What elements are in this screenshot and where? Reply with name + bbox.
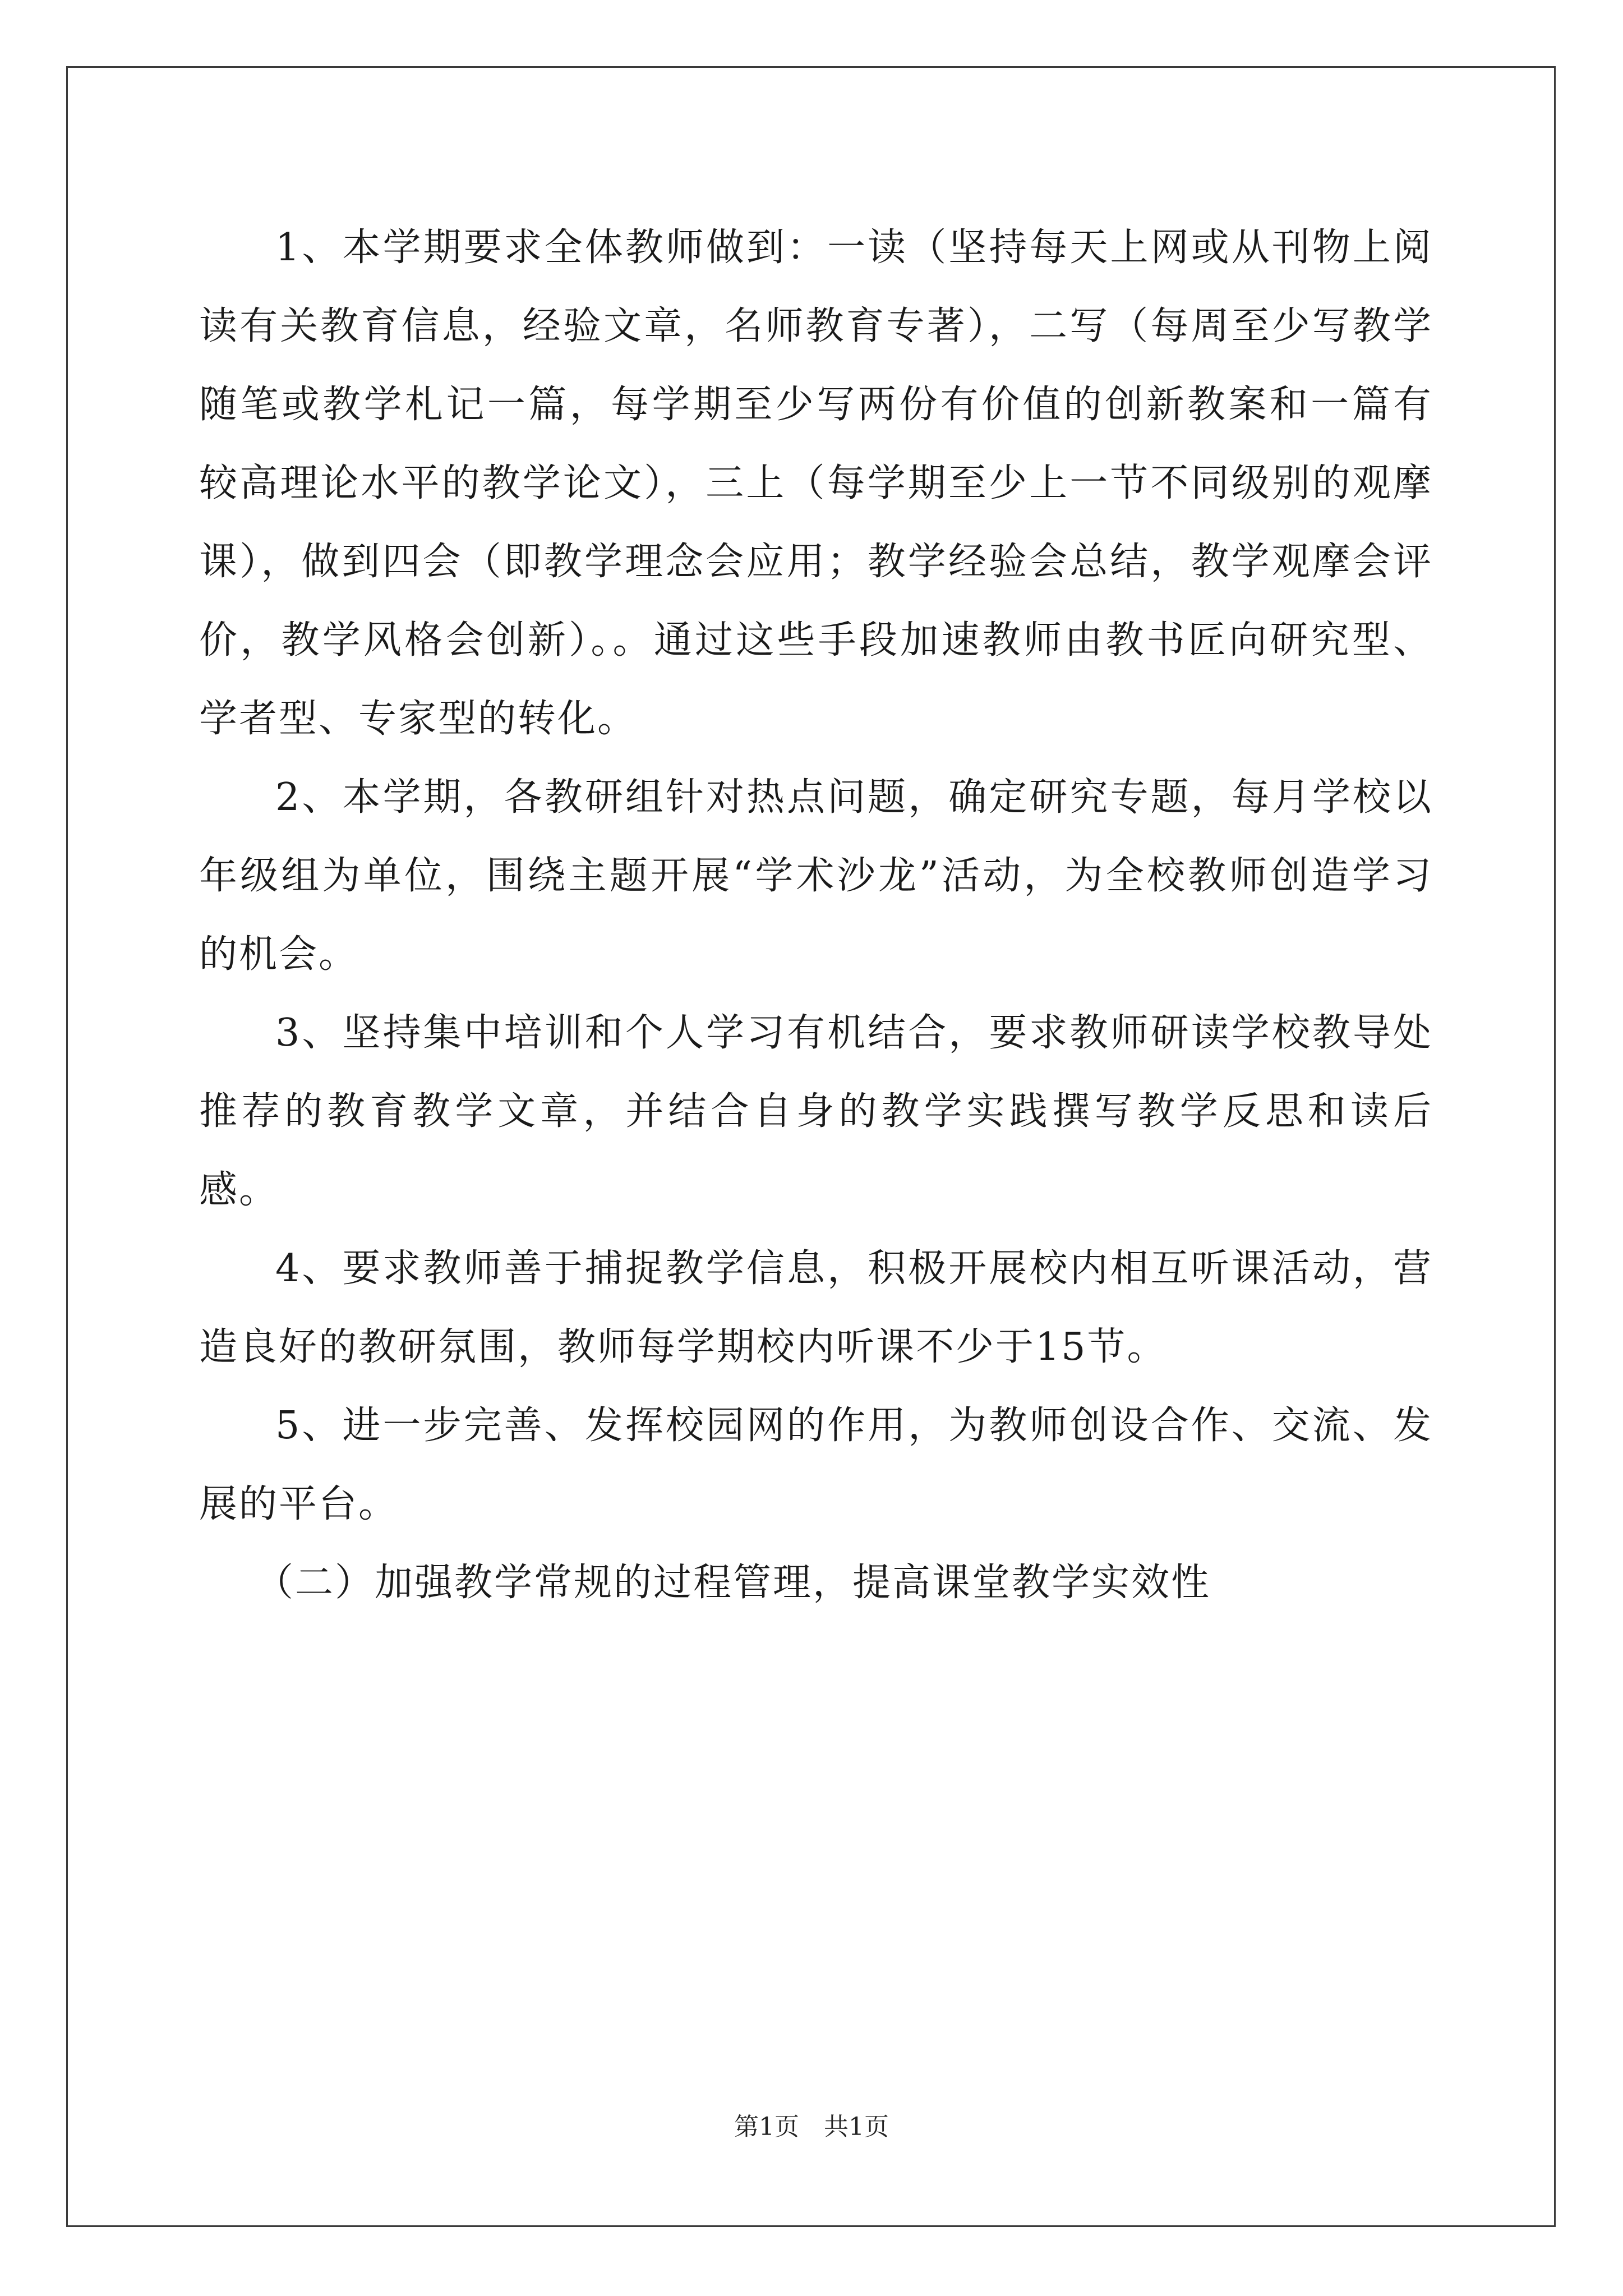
- paragraph-3: 3、坚持集中培训和个人学习有机结合，要求教师研读学校教导处推荐的教育教学文章，并结合自身的教学实践撰写教学反思和读后感。: [199, 1011, 1433, 1212]
- paragraph-2: 2、本学期，各教研组针对热点问题，确定研究专题，每月学校以年级组为单位，围绕主题开展“学术沙龙”活动，为全校教师创造学习的机会。: [199, 775, 1433, 977]
- paragraph-1: 1、本学期要求全体教师做到：一读（坚持每天上网或从刊物上阅读有关教育信息，经验文章，名师教育专著），二写（每周至少写教学随笔或教学札记一篇，每学期至少写两份有价值的创新教案和一篇有较高理论水平的教学论文），三上（每学期至少上一节不同级别的观摩课），做到四会（即教学理念会应用；教学经验会总结，教学观摩会评价，教学风格会创新）。。通过这些手段加速教师由教书匠向研究型、学者型、专家型的转化。: [199, 226, 1433, 741]
- document-body: [199, 209, 1433, 1622]
- page-total: 共1页: [824, 2113, 889, 2141]
- section-heading: （二）加强教学常规的过程管理，提高课堂教学实效性: [255, 1561, 1211, 1605]
- page-number: 第1页: [734, 2113, 799, 2141]
- paragraph-5: 5、进一步完善、发挥校园网的作用，为教师创设合作、交流、发展的平台。: [199, 1404, 1433, 1526]
- paragraph-4: 4、要求教师善于捕捉教学信息，积极开展校内相互听课活动，营造良好的教研氛围，教师每学期校内听课不少于15节。: [199, 1246, 1433, 1369]
- page-footer: [0, 2106, 1623, 2142]
